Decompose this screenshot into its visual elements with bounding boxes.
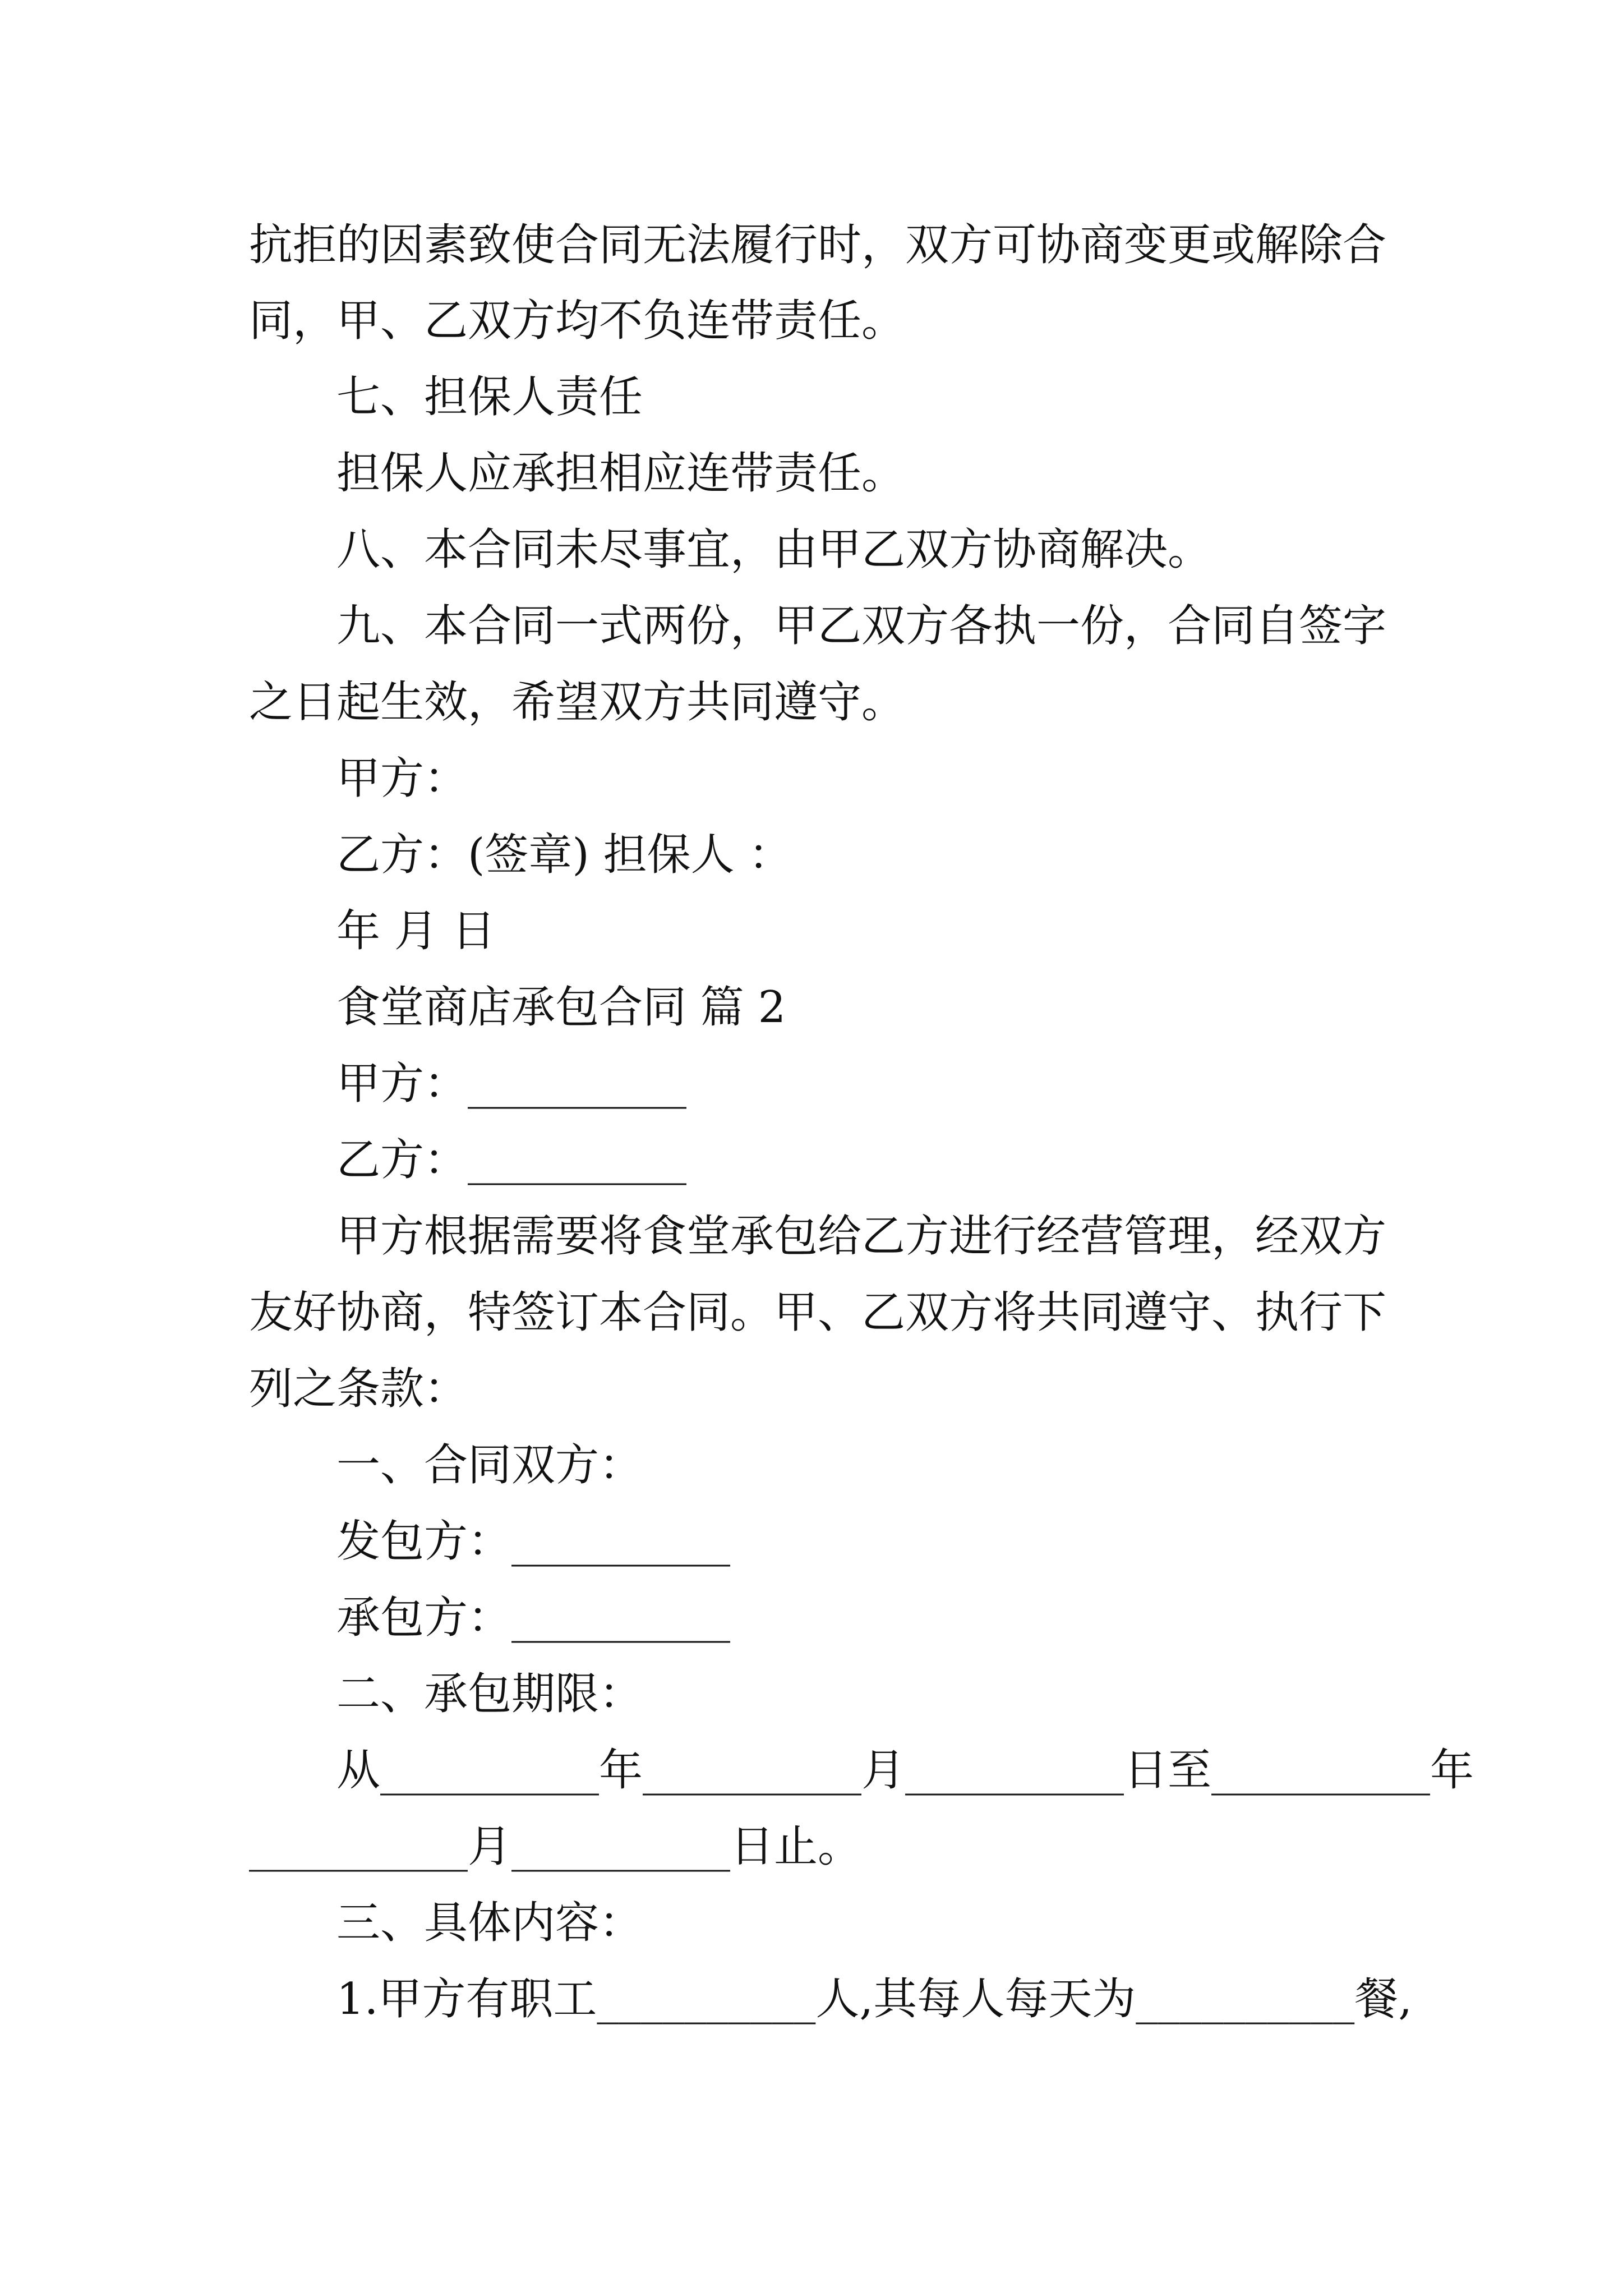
contract-title: 食堂商店承包合同 篇 2 xyxy=(336,982,786,1033)
term-period-line: 从__________年__________月__________日至__________年 xyxy=(336,1745,1474,1796)
paragraph-line: 友好协商，特签订本合同。甲、乙双方将共同遵守、执行下 xyxy=(249,1287,1387,1338)
employer-field: 发包方：__________ xyxy=(336,1516,731,1567)
paragraph-line: 八、本合同未尽事宜，由甲乙双方协商解决。 xyxy=(336,524,1212,575)
paragraph-line: 1.甲方有职工__________人,其每人每天为__________餐, xyxy=(336,1974,1413,2024)
term-period-line: __________月__________日止。 xyxy=(249,1821,862,1872)
party-b-field: 乙方：__________ xyxy=(336,1135,687,1185)
section-heading: 一、合同双方： xyxy=(336,1440,643,1490)
party-a-field: 甲方：__________ xyxy=(336,1059,687,1109)
party-a-label: 甲方： xyxy=(336,753,468,804)
party-b-signature-line: 乙方：(签章) 担保人 ： xyxy=(336,830,792,880)
paragraph-line: 甲方根据需要将食堂承包给乙方进行经营管理，经双方 xyxy=(336,1211,1387,1262)
paragraph-line: 列之条款： xyxy=(249,1364,468,1414)
section-heading: 三、具体内容： xyxy=(336,1898,643,1948)
paragraph-line: 九、本合同一式两份，甲乙双方各执一份，合同自签字 xyxy=(336,601,1387,651)
section-heading: 七、担保人责任 xyxy=(336,372,643,422)
section-heading: 二、承包期限： xyxy=(336,1669,643,1719)
paragraph-line: 之日起生效，希望双方共同遵守。 xyxy=(249,677,906,728)
paragraph-line: 担保人应承担相应连带责任。 xyxy=(336,448,906,499)
paragraph-line: 抗拒的因素致使合同无法履行时，双方可协商变更或解除合 xyxy=(249,220,1387,270)
contractor-field: 承包方：__________ xyxy=(336,1593,731,1643)
date-line: 年 月 日 xyxy=(336,906,496,956)
paragraph-line: 同，甲、乙双方均不负连带责任。 xyxy=(249,296,906,346)
